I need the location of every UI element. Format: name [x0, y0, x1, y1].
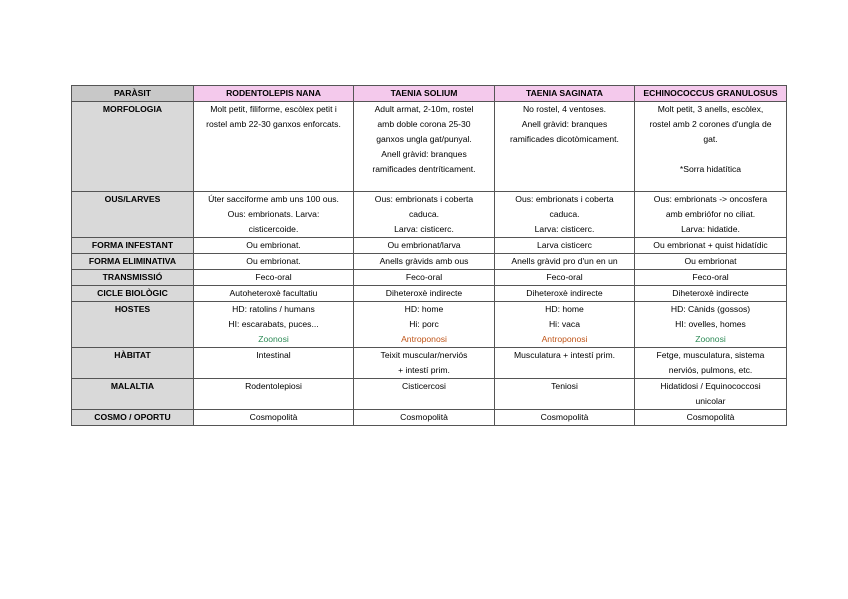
cell-line: amb embriófor no ciliat.: [665, 209, 756, 219]
row-label: FORMA INFESTANT: [72, 238, 194, 254]
cell-line: Fetge, musculatura, sistema: [656, 350, 765, 360]
table-cell: [635, 238, 787, 254]
table-cell: [354, 238, 495, 254]
table-cell: [635, 348, 787, 379]
table-cell: [194, 379, 354, 410]
cell-line: Ou embrionat + quist hidatídic: [653, 240, 768, 250]
table-cell: [635, 192, 787, 238]
cell-line: unicolar: [695, 396, 726, 406]
table-cell: [194, 410, 354, 426]
table-cell: [354, 379, 495, 410]
cell-line: Feco-oral: [692, 272, 729, 282]
cell-line: Larva: cisticerc.: [534, 224, 595, 234]
cell-line: HD: ratolins / humans: [232, 304, 315, 314]
cell-line: Ous: embrionats -> oncosfera: [653, 194, 768, 204]
table-cell: [635, 286, 787, 302]
table-cell: [194, 302, 354, 348]
table-row: [72, 238, 787, 254]
cell-line: ramificades dicotòmicament.: [510, 134, 619, 144]
table-cell: [354, 286, 495, 302]
cell-line: + intestí prim.: [398, 365, 450, 375]
row-label: FORMA ELIMINATIVA: [72, 254, 194, 270]
table-cell: [635, 302, 787, 348]
table-cell: [354, 192, 495, 238]
cell-line: *Sorra hidatítica: [679, 164, 742, 174]
table-cell: [495, 286, 635, 302]
cell-line: Hi: vaca: [548, 319, 581, 329]
table-cell: [194, 238, 354, 254]
table-cell: [194, 254, 354, 270]
cell-line: Molt petit, 3 anells, escòlex,: [657, 104, 764, 114]
table-cell: [635, 379, 787, 410]
cell-line: Zoonosi: [258, 334, 289, 344]
cell-line: [638, 147, 783, 162]
table-cell: [635, 254, 787, 270]
cell-line: Cosmopolità: [249, 412, 298, 422]
cell-line: Antroponosi: [541, 334, 588, 344]
row-label: COSMO / OPORTU: [72, 410, 194, 426]
cell-line: Molt petit, filiforme, escòlex petit i: [210, 104, 337, 114]
table-cell: [495, 379, 635, 410]
table-row: [72, 102, 787, 192]
cell-line: Adult armat, 2-10m, rostel: [374, 104, 474, 114]
cell-line: Feco-oral: [546, 272, 583, 282]
cell-line: Ou embrionat: [684, 256, 737, 266]
table-cell: [635, 410, 787, 426]
cell-line: Rodentolepiosi: [245, 381, 302, 391]
table-cell: [495, 238, 635, 254]
table-row: [72, 348, 787, 379]
cell-line: ganxos ungla gat/punyal.: [376, 134, 472, 144]
cell-line: No rostel, 4 ventoses.: [522, 104, 607, 114]
cell-line: Diheteroxè indirecte: [526, 288, 603, 298]
cell-line: HD: Cànids (gossos): [670, 304, 751, 314]
cell-line: Cosmopolità: [686, 412, 735, 422]
cell-line: Ous: embrionats. Larva:: [227, 209, 320, 219]
table-cell: [194, 270, 354, 286]
table-row: [72, 379, 787, 410]
cell-line: nerviós, pulmons, etc.: [668, 365, 753, 375]
cell-line: caduca.: [549, 209, 580, 219]
cell-line: caduca.: [408, 209, 440, 219]
table-cell: [495, 410, 635, 426]
cell-line: Ou embrionat/larva: [387, 240, 461, 250]
header-rodentolepis-nana: RODENTOLEPIS NANA: [194, 86, 354, 102]
table-row: [72, 410, 787, 426]
cell-line: HI: ovelles, homes: [675, 319, 746, 329]
cell-line: Úter sacciforme amb uns 100 ous.: [208, 194, 339, 204]
cell-line: Larva: hidatide.: [681, 224, 740, 234]
table-cell: [495, 302, 635, 348]
table-cell: [354, 302, 495, 348]
table-row: [72, 302, 787, 348]
cell-line: gat.: [703, 134, 718, 144]
cell-line: Anells gràvids amb ous: [379, 256, 469, 266]
table-cell: [354, 410, 495, 426]
cell-line: Cisticercosi: [402, 381, 446, 391]
table-cell: [194, 102, 354, 192]
table-row: [72, 286, 787, 302]
cell-line: Anell gràvid: branques: [521, 119, 608, 129]
table-row: [72, 254, 787, 270]
header-taenia-saginata: TAENIA SAGINATA: [495, 86, 635, 102]
row-label: MALALTIA: [72, 379, 194, 410]
table-cell: [354, 102, 495, 192]
cell-line: Teniosi: [551, 381, 578, 391]
row-label: HOSTES: [72, 302, 194, 348]
cell-line: Larva: cisticerc.: [394, 224, 454, 234]
cell-line: Diheteroxè indirecte: [385, 288, 463, 298]
table-cell: [354, 348, 495, 379]
cell-line: Feco-oral: [405, 272, 443, 282]
cell-line: Musculatura + intestí prim.: [513, 350, 615, 360]
header-parasit: PARÀSIT: [72, 86, 194, 102]
table-cell: [635, 270, 787, 286]
cell-line: Feco-oral: [255, 272, 292, 282]
cell-line: Autoheteroxè facultatiu: [229, 288, 318, 298]
table-cell: [495, 348, 635, 379]
header-row: [72, 86, 787, 102]
row-label: OUS/LARVES: [72, 192, 194, 238]
cell-line: rostel amb 2 corones d'ungla de: [649, 119, 772, 129]
table-cell: [495, 192, 635, 238]
row-label: MORFOLOGIA: [72, 102, 194, 192]
header-echinococcus-granulosus: ECHINOCOCCUS GRANULOSUS: [635, 86, 787, 102]
table-cell: [354, 270, 495, 286]
parasite-comparison-table: [71, 85, 787, 426]
cell-line: Larva cisticerc: [537, 240, 592, 250]
cell-line: HI: escarabats, puces...: [228, 319, 319, 329]
row-label: TRANSMISSIÓ: [72, 270, 194, 286]
cell-line: Diheteroxè indirecte: [672, 288, 749, 298]
cell-line: Cosmopolità: [540, 412, 589, 422]
cell-line: cisticercoide.: [248, 224, 299, 234]
cell-line: Antroponosi: [401, 334, 447, 344]
cell-line: Hidatidosi / Equinococcosi: [660, 381, 761, 391]
cell-line: amb doble corona 25-30: [377, 119, 471, 129]
cell-line: Ou embrionat.: [246, 256, 301, 266]
table-row: [72, 192, 787, 238]
cell-line: Cosmopolità: [400, 412, 448, 422]
cell-line: HD: home: [545, 304, 584, 314]
table-cell: [194, 348, 354, 379]
cell-line: ramificades dentríticament.: [372, 164, 476, 174]
cell-line: Anells gràvid pro d'un en un: [511, 256, 618, 266]
cell-line: Ou embrionat.: [246, 240, 301, 250]
table-cell: [194, 286, 354, 302]
table-cell: [495, 270, 635, 286]
table-cell: [635, 102, 787, 192]
cell-line: Teixit muscular/nerviós: [380, 350, 468, 360]
cell-line: Ous: embrionats i coberta: [515, 194, 614, 204]
cell-line: Ous: embrionats i coberta: [374, 194, 474, 204]
row-label: HÀBITAT: [72, 348, 194, 379]
row-label: CICLE BIOLÒGIC: [72, 286, 194, 302]
cell-line: rostel amb 22-30 ganxos enforcats.: [206, 119, 341, 129]
table-cell: [194, 192, 354, 238]
table-cell: [495, 102, 635, 192]
cell-line: Zoonosi: [695, 334, 726, 344]
table-row: [72, 270, 787, 286]
cell-line: Anell gràvid: branques: [381, 149, 467, 159]
table-cell: [354, 254, 495, 270]
cell-line: Intestinal: [256, 350, 291, 360]
header-taenia-solium: TAENIA SOLIUM: [354, 86, 495, 102]
table-cell: [495, 254, 635, 270]
cell-line: Hi: porc: [409, 319, 439, 329]
cell-line: HD: home: [404, 304, 444, 314]
